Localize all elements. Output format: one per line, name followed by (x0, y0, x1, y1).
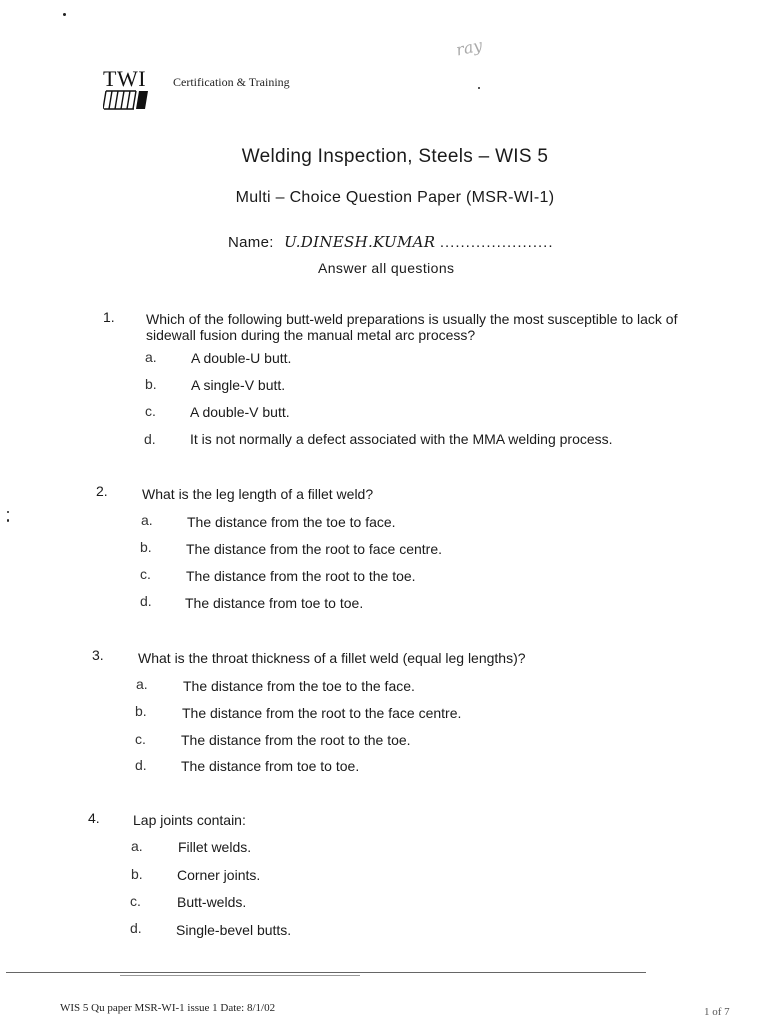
option-letter: d. (140, 593, 152, 609)
option-text: Corner joints. (177, 867, 261, 883)
name-dots: ...................... (439, 234, 554, 251)
option-text: The distance from toe to toe. (181, 758, 360, 774)
footer-reference: WIS 5 Qu paper MSR-WI-1 issue 1 Date: 8/1/02 (60, 1002, 276, 1014)
option-text: The distance from the root to the toe. (186, 568, 416, 584)
page-number: 1 of 7 (704, 1006, 730, 1018)
option-letter: a. (136, 676, 148, 692)
logo-tagline: Certification & Training (173, 75, 290, 89)
question-number: 1. (103, 309, 115, 325)
page-subtitle: Multi – Choice Question Paper (MSR-WI-1) (235, 189, 555, 206)
option-letter: b. (140, 539, 152, 555)
twi-logo (103, 66, 303, 120)
question-text: Which of the following butt-weld preparations is usually the most susceptible to lack of sidewall fusion during the manual metal arc process? (146, 311, 678, 343)
footer-divider (120, 975, 360, 976)
option-text: The distance from the toe to face. (187, 514, 396, 530)
option-letter: a. (131, 838, 143, 854)
logo-mark-icon (103, 89, 151, 111)
name-label: Name: (228, 234, 274, 251)
option-text: It is not normally a defect associated with the MMA welding process. (190, 431, 613, 447)
logo-text: TWI (103, 66, 147, 91)
option-letter: d. (135, 757, 147, 773)
option-text: The distance from the root to the face centre. (182, 705, 462, 721)
question-text: Lap joints contain: (133, 812, 246, 828)
name-value: U.DINESH.KUMAR (284, 233, 436, 251)
scan-speck (7, 519, 9, 522)
option-text: A double-V butt. (190, 404, 290, 420)
option-letter: d. (144, 431, 156, 447)
option-text: Single-bevel butts. (176, 922, 292, 938)
question-number: 4. (88, 810, 100, 826)
scan-speck (63, 13, 66, 16)
question-number: 3. (92, 647, 104, 663)
option-text: Butt-welds. (177, 894, 247, 910)
question-number: 2. (96, 483, 108, 499)
option-text: A single-V butt. (191, 377, 286, 393)
name-line (228, 233, 554, 251)
option-text: The distance from toe to toe. (185, 595, 364, 611)
option-letter: c. (130, 893, 141, 909)
handwritten-note: ray (454, 35, 484, 60)
option-text: Fillet welds. (178, 839, 252, 855)
question-text: What is the leg length of a fillet weld? (142, 486, 374, 502)
instruction: Answer all questions (318, 260, 455, 276)
option-letter: a. (141, 512, 153, 528)
option-text: The distance from the root to face centre. (186, 541, 443, 557)
question-text: What is the throat thickness of a fillet weld (equal leg lengths)? (138, 650, 526, 666)
option-text: The distance from the root to the toe. (181, 732, 411, 748)
scan-speck (478, 87, 480, 89)
scan-speck (7, 511, 9, 513)
option-letter: a. (145, 349, 157, 365)
option-letter: c. (145, 403, 156, 419)
option-letter: c. (140, 566, 151, 582)
option-letter: d. (130, 920, 142, 936)
option-letter: c. (135, 731, 146, 747)
footer-divider (6, 972, 646, 973)
option-text: A double-U butt. (191, 350, 292, 366)
option-text: The distance from the toe to the face. (183, 678, 415, 694)
option-letter: b. (131, 866, 143, 882)
page-title: Welding Inspection, Steels – WIS 5 (241, 146, 549, 167)
option-letter: b. (145, 376, 157, 392)
option-letter: b. (135, 703, 147, 719)
